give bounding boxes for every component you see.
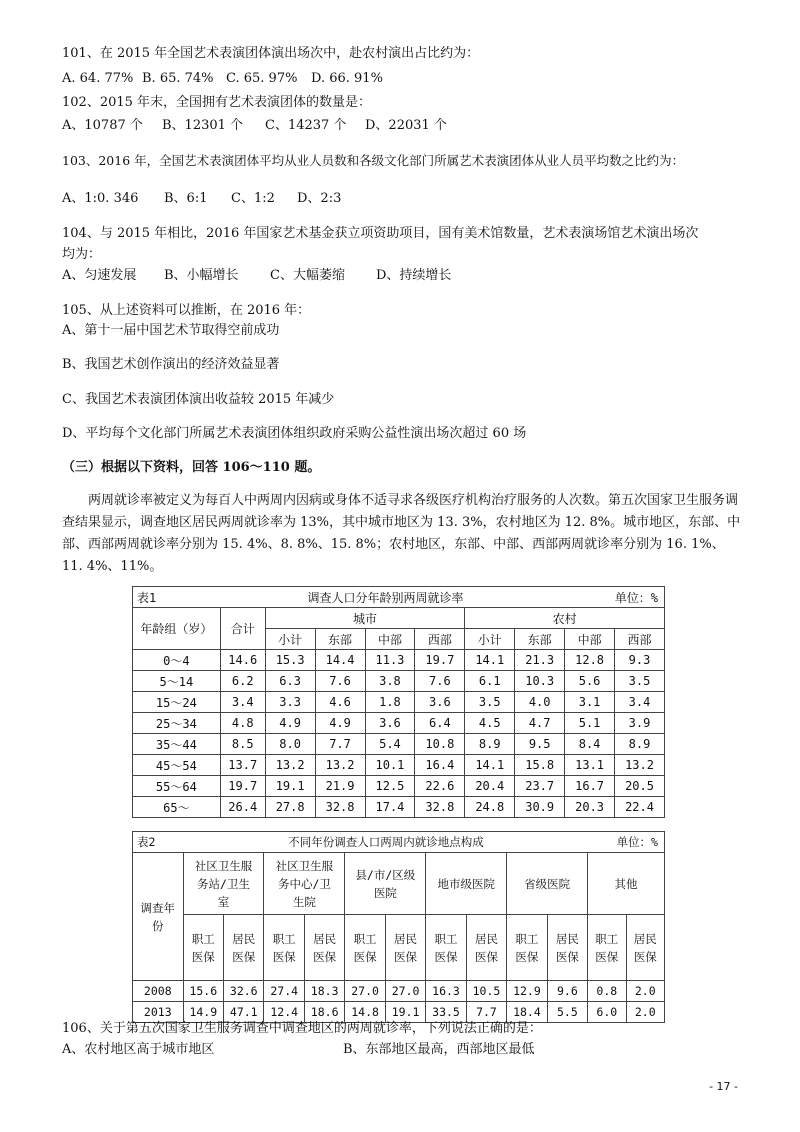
table1-row	[133, 671, 665, 692]
table1-title: 调查人口分年龄别两周就诊率	[307, 590, 464, 605]
table1-value-cell: 3.4	[615, 692, 665, 713]
table1-value-cell: 26.4	[220, 797, 265, 818]
table1-value-cell: 10.3	[515, 671, 565, 692]
table2-sub-header: 职工医保	[426, 915, 466, 981]
table1-value-cell: 21.3	[515, 650, 565, 671]
q104-stem-line1: 104、与 2015 年相比，2016 年国家艺术基金获立项资助项目，国有美术馆数量，艺术表演场馆艺术演出场次	[62, 226, 699, 241]
table2-sub-header: 职工医保	[507, 915, 547, 981]
table1-value-cell: 10.8	[415, 734, 465, 755]
table1-age-cell: 25～34	[133, 713, 221, 734]
table1-value-cell: 3.1	[565, 692, 615, 713]
table2-sub-header: 职工医保	[264, 915, 304, 981]
table1-sub-header: 小计	[465, 629, 515, 650]
table1-value-cell: 13.7	[220, 755, 265, 776]
table1	[132, 586, 665, 818]
table2-value-cell: 2.0	[626, 1002, 664, 1023]
table1-value-cell: 13.1	[565, 755, 615, 776]
table2-value-cell: 9.6	[547, 981, 587, 1002]
q102-option-b: B、12301 个	[162, 118, 244, 133]
table1-value-cell: 14.1	[465, 755, 515, 776]
table1-value-cell: 32.8	[415, 797, 465, 818]
table2-row	[133, 981, 665, 1002]
table2-value-cell: 27.4	[264, 981, 304, 1002]
table2-body	[133, 981, 665, 1023]
table1-unit: 单位：%	[614, 590, 658, 605]
table1-sub-header: 中部	[565, 629, 615, 650]
table1-age-cell: 45～54	[133, 755, 221, 776]
table2-sub-header: 职工医保	[183, 915, 223, 981]
table1-value-cell: 15.3	[265, 650, 315, 671]
table1-age-cell: 35～44	[133, 734, 221, 755]
table1-value-cell: 8.5	[220, 734, 265, 755]
q101-option-a: A. 64. 77%	[62, 71, 134, 86]
table1-value-cell: 3.6	[415, 692, 465, 713]
table1-value-cell: 3.3	[265, 692, 315, 713]
table2-value-cell: 2.0	[626, 981, 664, 1002]
table1-sub-header: 中部	[365, 629, 415, 650]
table1-row	[133, 734, 665, 755]
q106-option-a: A、农村地区高于城市地区	[62, 1042, 215, 1057]
table1-value-cell: 30.9	[515, 797, 565, 818]
table1-value-cell: 13.2	[265, 755, 315, 776]
table1-sub-header: 西部	[415, 629, 465, 650]
table1-value-cell: 11.3	[365, 650, 415, 671]
page-number: - 17 -	[709, 1080, 738, 1093]
table2-value-cell: 7.7	[466, 1002, 506, 1023]
table2-header-year: 调查年份	[133, 853, 184, 981]
table1-value-cell: 7.7	[315, 734, 365, 755]
table2-group-header: 县/市/区级医院	[345, 853, 426, 915]
table1-value-cell: 14.4	[315, 650, 365, 671]
table1-age-cell: 0～4	[133, 650, 221, 671]
table1-value-cell: 6.1	[465, 671, 515, 692]
table1-value-cell: 12.5	[365, 776, 415, 797]
table1-value-cell: 8.9	[615, 734, 665, 755]
table2-value-cell: 33.5	[426, 1002, 466, 1023]
table1-value-cell: 27.8	[265, 797, 315, 818]
table2-sub-header: 居民医保	[547, 915, 587, 981]
q105-option-b: B、我国艺术创作演出的经济效益显著	[62, 357, 280, 372]
table1-row	[133, 713, 665, 734]
table2-group-header: 省级医院	[507, 853, 588, 915]
table1-value-cell: 5.1	[565, 713, 615, 734]
table1-row	[133, 797, 665, 818]
q102-option-d: D、22031 个	[365, 118, 447, 133]
table2-value-cell: 16.3	[426, 981, 466, 1002]
table1-value-cell: 5.4	[365, 734, 415, 755]
q104-option-d: D、持续增长	[376, 268, 452, 283]
section-heading: （三）根据以下资料，回答 106～110 题。	[62, 460, 321, 475]
table2-unit: 单位：%	[616, 835, 658, 849]
table2-value-cell: 12.9	[507, 981, 547, 1002]
table1-value-cell: 8.9	[465, 734, 515, 755]
q103-option-a: A、1:0. 346	[62, 191, 139, 206]
table2-value-cell: 14.9	[183, 1002, 223, 1023]
table2-caption	[133, 832, 665, 853]
table1-value-cell: 6.4	[415, 713, 465, 734]
table2-title: 不同年份调查人口两周内就诊地点构成	[288, 835, 484, 849]
table1-value-cell: 20.5	[615, 776, 665, 797]
table1-age-cell: 65～	[133, 797, 221, 818]
table2-group-header: 其他	[588, 853, 665, 915]
table1-row	[133, 692, 665, 713]
table2-sub-header: 居民医保	[626, 915, 664, 981]
table1-value-cell: 5.6	[565, 671, 615, 692]
table1-value-cell: 21.9	[315, 776, 365, 797]
table1-sub-header: 东部	[515, 629, 565, 650]
q103-option-c: C、1:2	[231, 191, 275, 206]
table2-group-header: 社区卫生服务中心/卫生院	[264, 853, 345, 915]
table2	[132, 831, 665, 1023]
table2-sub-header: 居民医保	[224, 915, 264, 981]
q104-option-a: A、匀速发展	[62, 268, 137, 283]
q102-option-c: C、14237 个	[265, 118, 347, 133]
table1-value-cell: 20.4	[465, 776, 515, 797]
table2-sub-header: 职工医保	[588, 915, 626, 981]
table2-sub-header: 居民医保	[466, 915, 506, 981]
table1-value-cell: 14.1	[465, 650, 515, 671]
table2-label: 表2	[137, 835, 156, 849]
q103-option-d: D、2:3	[297, 191, 342, 206]
table1-value-cell: 19.7	[415, 650, 465, 671]
table2-value-cell: 18.6	[304, 1002, 344, 1023]
table2-value-cell: 15.6	[183, 981, 223, 1002]
table2-value-cell: 5.5	[547, 1002, 587, 1023]
q104-stem-line2: 均为：	[62, 247, 102, 262]
table2-value-cell: 12.4	[264, 1002, 304, 1023]
table1-value-cell: 19.7	[220, 776, 265, 797]
table1-value-cell: 3.5	[615, 671, 665, 692]
table2-value-cell: 27.0	[385, 981, 425, 1002]
table1-value-cell: 7.6	[415, 671, 465, 692]
table1-value-cell: 4.9	[265, 713, 315, 734]
table2-value-cell: 19.1	[385, 1002, 425, 1023]
q102-stem: 102、2015 年末，全国拥有艺术表演团体的数量是：	[62, 95, 372, 110]
table1-body	[133, 650, 665, 818]
table1-value-cell: 6.2	[220, 671, 265, 692]
table1-row	[133, 776, 665, 797]
table1-value-cell: 14.6	[220, 650, 265, 671]
table1-value-cell: 3.8	[365, 671, 415, 692]
table2-group-header: 社区卫生服务站/卫生室	[183, 853, 264, 915]
table1-header-rural: 农村	[465, 608, 665, 629]
table2-value-cell: 27.0	[345, 981, 385, 1002]
table2-value-cell: 32.6	[224, 981, 264, 1002]
table1-value-cell: 4.0	[515, 692, 565, 713]
q105-option-d: D、平均每个文化部门所属艺术表演团体组织政府采购公益性演出场次超过 60 场	[62, 426, 527, 441]
table2-value-cell: 18.4	[507, 1002, 547, 1023]
table1-row	[133, 755, 665, 776]
table1-header-age: 年龄组（岁）	[133, 608, 221, 650]
table1-header-total: 合计	[220, 608, 265, 650]
table1-value-cell: 6.3	[265, 671, 315, 692]
table1-value-cell: 4.5	[465, 713, 515, 734]
table2-value-cell: 47.1	[224, 1002, 264, 1023]
q103-stem: 103、2016 年，全国艺术表演团体平均从业人员数和各级文化部门所属艺术表演团体从业人员平均数之比约为：	[62, 153, 685, 168]
table1-value-cell: 13.2	[615, 755, 665, 776]
table1-sub-header: 小计	[265, 629, 315, 650]
table1-label: 表1	[137, 590, 157, 605]
table1-value-cell: 22.4	[615, 797, 665, 818]
table1-value-cell: 16.4	[415, 755, 465, 776]
q105-option-c: C、我国艺术表演团体演出收益较 2015 年减少	[62, 392, 335, 407]
material-paragraph: 两周就诊率被定义为每百人中两周内因病或身体不适寻求各级医疗机构治疗服务的人次数。第五次国家卫生服务调查结果显示，调查地区居民两周就诊率为 13%，其中城市地区为 13. 3%，农村地区为 12. 8%。城市地区，东部、中部、西部两周就诊率分别为 15. 4%、8. 8%、15. 8%；农村地区，东部、中部、西部两周就诊率分别为 16. 1%、11. 4%、11%。	[62, 493, 741, 574]
table1-value-cell: 20.3	[565, 797, 615, 818]
table1-age-cell: 15～24	[133, 692, 221, 713]
table2-sub-header: 居民医保	[304, 915, 344, 981]
table1-value-cell: 17.4	[365, 797, 415, 818]
table1-value-cell: 8.4	[565, 734, 615, 755]
table2-value-cell: 0.8	[588, 981, 626, 1002]
table1-value-cell: 15.8	[515, 755, 565, 776]
table2-sub-header: 职工医保	[345, 915, 385, 981]
table1-value-cell: 12.8	[565, 650, 615, 671]
table1-value-cell: 22.6	[415, 776, 465, 797]
table2-sub-header: 居民医保	[385, 915, 425, 981]
table1-value-cell: 13.2	[315, 755, 365, 776]
table2-value-cell: 18.3	[304, 981, 344, 1002]
q106-stem: 106、关于第五次国家卫生服务调查中调查地区的两周就诊率，下列说法正确的是：	[62, 1021, 542, 1036]
table1-value-cell: 3.5	[465, 692, 515, 713]
q105-stem: 105、从上述资料可以推断，在 2016 年：	[62, 303, 311, 318]
table1-value-cell: 4.9	[315, 713, 365, 734]
table2-value-cell: 14.8	[345, 1002, 385, 1023]
table1-sub-header: 西部	[615, 629, 665, 650]
table1-value-cell: 4.6	[315, 692, 365, 713]
table2-group-header: 地市级医院	[426, 853, 507, 915]
table1-value-cell: 8.0	[265, 734, 315, 755]
table1-value-cell: 23.7	[515, 776, 565, 797]
table1-value-cell: 3.9	[615, 713, 665, 734]
table1-caption	[133, 587, 665, 608]
table2-year-cell: 2008	[133, 981, 184, 1002]
table1-value-cell: 10.1	[365, 755, 415, 776]
table1-age-cell: 5～14	[133, 671, 221, 692]
table1-value-cell: 4.7	[515, 713, 565, 734]
q104-option-b: B、小幅增长	[164, 268, 239, 283]
table2-year-cell: 2013	[133, 1002, 184, 1023]
table1-value-cell: 24.8	[465, 797, 515, 818]
q101-stem: 101、在 2015 年全国艺术表演团体演出场次中，赴农村演出占比约为：	[62, 46, 480, 61]
table1-value-cell: 3.4	[220, 692, 265, 713]
table1-value-cell: 19.1	[265, 776, 315, 797]
table1-value-cell: 4.8	[220, 713, 265, 734]
table1-value-cell: 9.5	[515, 734, 565, 755]
table1-header-city: 城市	[265, 608, 465, 629]
table1-sub-header: 东部	[315, 629, 365, 650]
q101-option-d: D. 66. 91%	[311, 71, 383, 86]
q104-option-c: C、大幅萎缩	[270, 268, 345, 283]
q101-option-c: C. 65. 97%	[226, 71, 298, 86]
table1-value-cell: 1.8	[365, 692, 415, 713]
table1-value-cell: 7.6	[315, 671, 365, 692]
table1-age-cell: 55～64	[133, 776, 221, 797]
q106-option-b: B、东部地区最高，西部地区最低	[343, 1042, 535, 1057]
q103-option-b: B、6:1	[164, 191, 208, 206]
table2-value-cell: 10.5	[466, 981, 506, 1002]
table1-row	[133, 650, 665, 671]
table1-value-cell: 32.8	[315, 797, 365, 818]
table2-value-cell: 6.0	[588, 1002, 626, 1023]
q102-option-a: A、10787 个	[62, 118, 143, 133]
table1-value-cell: 9.3	[615, 650, 665, 671]
table1-value-cell: 16.7	[565, 776, 615, 797]
q105-option-a: A、第十一届中国艺术节取得空前成功	[62, 323, 280, 338]
q101-option-b: B. 65. 74%	[142, 71, 214, 86]
table1-value-cell: 3.6	[365, 713, 415, 734]
